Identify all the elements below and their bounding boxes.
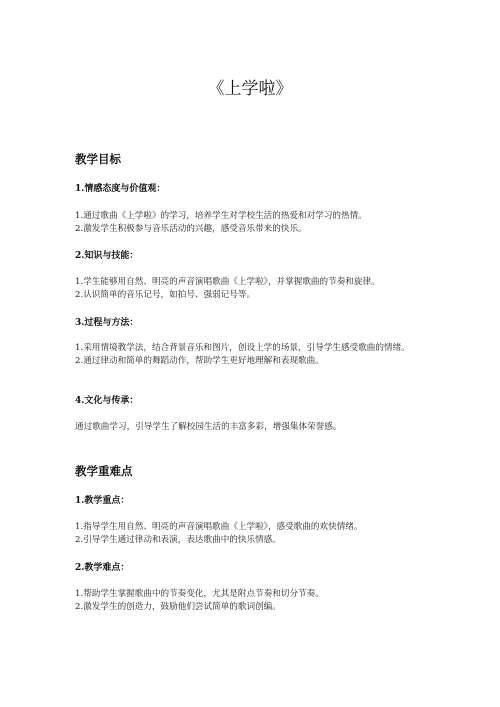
paragraph-line: 2.认识简单的音乐记号，如拍号、强弱记号等。 [75,289,256,300]
paragraph-line: 1.通过歌曲《上学啦》的学习，培养学生对学校生活的热爱和对学习的热情。 [75,211,367,221]
paragraph-line: 1.帮助学生掌握歌曲中的节奏变化，尤其是附点节奏和切分节奏。 [75,589,324,599]
paragraph-line: 1.采用情境教学法，结合背景音乐和图片，创设上学的场景，引导学生感受歌曲的情绪。 [75,343,410,353]
subheading-difficult-points: 2.教学难点： [75,563,130,573]
subheading-culture-heritage: 4.文化与传承： [75,396,139,406]
paragraph-process-methods [75,342,430,367]
paragraph-line: 2.引导学生通过律动和表演，表达歌曲中的快乐情感。 [75,534,281,545]
subheading-attitude-values: 1.情感态度与价值观： [75,184,166,194]
paragraph-knowledge-skills [75,276,435,301]
section-heading-objectives: 教学目标 [75,152,121,166]
paragraph-attitude-values [75,210,435,235]
paragraph-line: 1.指导学生用自然、明亮的声音演唱歌曲《上学啦》，感受歌曲的欢快情绪。 [75,522,363,532]
paragraph-difficult-points [75,588,435,613]
subheading-key-points: 1.教学重点： [75,496,130,506]
section-heading-key-difficult-points: 教学重难点 [75,464,133,478]
document-title: 《上学啦》 [207,79,293,99]
subheading-knowledge-skills: 2.知识与技能： [75,251,139,261]
paragraph-key-points [75,521,435,546]
paragraph-line: 2.激发学生的创造力，鼓励他们尝试简单的歌词创编。 [75,601,281,612]
paragraph-culture-heritage [75,421,435,434]
paragraph-line: 通过歌曲学习，引导学生了解校园生活的丰富多彩，增强集体荣誉感。 [75,422,342,432]
paragraph-line: 2.通过律动和简单的舞蹈动作，帮助学生更好地理解和表现歌曲。 [75,355,324,366]
paragraph-line: 2.激发学生积极参与音乐活动的兴趣，感受音乐带来的快乐。 [75,223,307,234]
subheading-process-methods: 3.过程与方法： [75,318,139,328]
paragraph-line: 1.学生能够用自然、明亮的声音演唱歌曲《上学啦》，并掌握歌曲的节奏和旋律。 [75,277,380,287]
